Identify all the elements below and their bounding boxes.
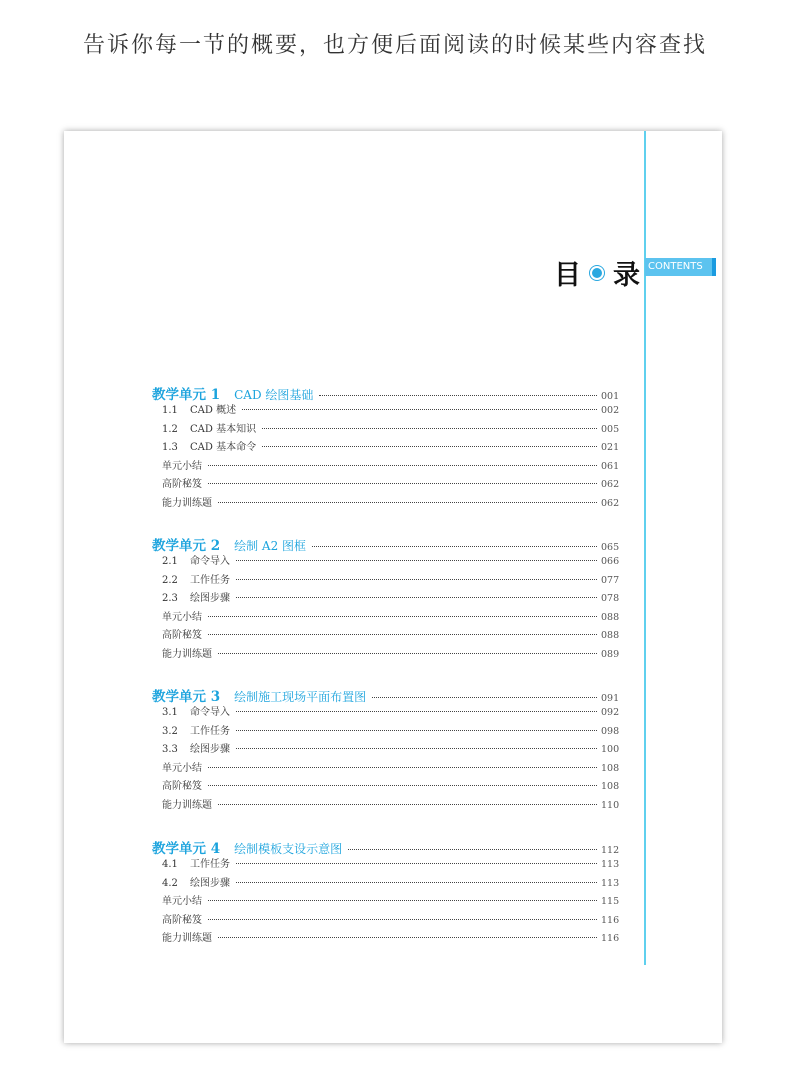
entry-label: 单元小结 — [162, 460, 202, 472]
entry-page: 021 — [601, 442, 620, 453]
entry-label: CAD 绘图基础 — [234, 388, 314, 402]
entry-label: 高阶秘笈 — [162, 630, 202, 641]
toc-entry[interactable] — [152, 796, 619, 815]
toc-entry[interactable] — [152, 589, 619, 608]
entry-page: 002 — [601, 405, 620, 416]
dot-leader — [208, 900, 597, 901]
entry-number: 4.1 — [162, 859, 178, 870]
toc-entry[interactable] — [152, 759, 619, 778]
entry-page: 108 — [601, 781, 620, 792]
entry-page: 077 — [601, 574, 620, 586]
toc-unit — [152, 837, 619, 948]
dot-leader — [208, 465, 597, 466]
dot-leader — [242, 409, 597, 410]
book-page — [64, 131, 722, 1043]
entry-label: CAD 基本知识 — [190, 423, 257, 435]
dot-leader — [218, 804, 597, 805]
entry-number: 教学单元 2 — [152, 538, 221, 554]
entry-page: 088 — [601, 630, 620, 641]
entry-page: 100 — [601, 744, 620, 755]
dot-leader — [208, 634, 597, 635]
entry-page: 113 — [601, 877, 620, 889]
dot-leader — [218, 653, 597, 654]
entry-label: 高阶秘笈 — [162, 479, 202, 490]
entry-page: 066 — [601, 556, 620, 567]
dot-leader — [312, 546, 597, 547]
entry-page: 112 — [601, 845, 620, 856]
toc-entry[interactable] — [152, 722, 619, 741]
dot-leader — [236, 711, 597, 712]
entry-page: 062 — [601, 479, 620, 490]
entry-page: 110 — [601, 799, 620, 811]
dot-leader — [319, 395, 597, 396]
dot-leader — [372, 697, 597, 698]
title-right: 录 — [613, 260, 640, 291]
toc-unit-heading[interactable] — [152, 534, 619, 554]
page-headline: 告诉你每一节的概要，也方便后面阅读的时候某些内容查找 — [82, 33, 707, 58]
toc-entry[interactable] — [152, 420, 619, 439]
entry-label: 高阶秘笈 — [162, 914, 202, 926]
entry-number: 教学单元 4 — [152, 841, 221, 857]
entry-label: 命令导入 — [190, 556, 230, 567]
entry-number: 4.2 — [162, 877, 178, 889]
dot-leader — [208, 616, 597, 617]
toc-entry[interactable] — [152, 703, 619, 722]
entry-number: 2.3 — [162, 593, 178, 604]
entry-label: 工作任务 — [190, 574, 230, 586]
dot-leader — [236, 882, 597, 883]
entry-number: 3.3 — [162, 744, 178, 755]
accent-divider — [644, 131, 646, 965]
toc-entry[interactable] — [152, 645, 619, 664]
dot-leader — [262, 446, 597, 447]
entry-number: 1.1 — [162, 405, 178, 416]
entry-page: 005 — [601, 423, 620, 435]
toc-entry[interactable] — [152, 929, 619, 948]
dot-leader — [236, 579, 597, 580]
toc-unit-heading[interactable] — [152, 685, 619, 705]
title-left: 目 — [554, 260, 581, 291]
entry-label: CAD 基本命令 — [190, 442, 257, 453]
entry-label: 单元小结 — [162, 896, 202, 907]
entry-label: 工作任务 — [190, 859, 230, 870]
entry-page: 108 — [601, 762, 620, 774]
dot-leader — [236, 560, 597, 561]
entry-label: 绘制模板支设示意图 — [234, 842, 343, 856]
toc-unit-heading[interactable] — [152, 383, 619, 403]
entry-label: 绘图步骤 — [190, 877, 230, 889]
entry-label: 单元小结 — [162, 762, 202, 774]
entry-page: 062 — [601, 497, 620, 509]
entry-label: 能力训练题 — [162, 648, 212, 660]
toc-entry[interactable] — [152, 874, 619, 893]
toc-entry[interactable] — [152, 777, 619, 796]
dot-leader — [218, 937, 597, 938]
toc-entry[interactable] — [152, 571, 619, 590]
entry-page: 061 — [601, 460, 620, 472]
entry-page: 116 — [601, 914, 620, 926]
entry-number: 2.1 — [162, 556, 178, 567]
entry-label: 能力训练题 — [162, 933, 212, 944]
toc-entry[interactable] — [152, 855, 619, 874]
entry-label: 能力训练题 — [162, 497, 212, 509]
dot-leader — [348, 849, 597, 850]
dot-leader — [262, 428, 597, 429]
dot-leader — [218, 502, 597, 503]
dot-leader — [236, 730, 597, 731]
toc-entry[interactable] — [152, 892, 619, 911]
entry-number: 1.2 — [162, 423, 178, 435]
toc-entry[interactable] — [152, 457, 619, 476]
entry-page: 092 — [601, 707, 620, 718]
entry-page: 001 — [601, 391, 620, 402]
entry-page: 098 — [601, 725, 620, 737]
entry-label: 绘制 A2 图框 — [234, 539, 307, 553]
entry-label: 高阶秘笈 — [162, 781, 202, 792]
entry-label: 单元小结 — [162, 611, 202, 623]
dot-leader — [208, 483, 597, 484]
toc-unit-heading[interactable] — [152, 837, 619, 857]
toc-title — [554, 253, 640, 292]
entry-label: 绘图步骤 — [190, 744, 230, 755]
entry-page: 116 — [601, 933, 620, 944]
toc-unit — [152, 685, 619, 814]
entry-label: 工作任务 — [190, 725, 230, 737]
entry-page: 078 — [601, 593, 620, 604]
toc-entry[interactable] — [152, 552, 619, 571]
entry-number: 教学单元 3 — [152, 689, 221, 705]
entry-label: 绘制施工现场平面布置图 — [234, 690, 367, 704]
toc-entry[interactable] — [152, 626, 619, 645]
entry-label: CAD 概述 — [190, 405, 237, 416]
dot-leader — [236, 863, 597, 864]
dot-leader — [208, 919, 597, 920]
entry-page: 088 — [601, 611, 620, 623]
toc-entry[interactable] — [152, 438, 619, 457]
dot-leader — [208, 767, 597, 768]
toc-unit — [152, 534, 619, 663]
dot-leader — [236, 748, 597, 749]
dot-leader — [208, 785, 597, 786]
entry-number: 1.3 — [162, 442, 178, 453]
entry-page: 089 — [601, 648, 620, 660]
toc-entry[interactable] — [152, 608, 619, 627]
toc-unit — [152, 383, 619, 512]
toc-entry[interactable] — [152, 475, 619, 494]
entry-label: 命令导入 — [190, 707, 230, 718]
toc-entry[interactable] — [152, 911, 619, 930]
entry-page: 115 — [601, 896, 620, 907]
toc-entry[interactable] — [152, 401, 619, 420]
contents-tag: CONTENTS — [645, 258, 716, 276]
entry-number: 2.2 — [162, 574, 178, 586]
bullet-icon — [592, 268, 602, 278]
entry-page: 113 — [601, 859, 620, 870]
toc-entry[interactable] — [152, 494, 619, 513]
entry-label: 绘图步骤 — [190, 593, 230, 604]
entry-page: 091 — [601, 693, 620, 704]
toc-entry[interactable] — [152, 740, 619, 759]
entry-number: 3.2 — [162, 725, 178, 737]
dot-leader — [236, 597, 597, 598]
entry-page: 065 — [601, 542, 620, 553]
entry-number: 3.1 — [162, 707, 178, 718]
entry-number: 教学单元 1 — [152, 387, 221, 403]
entry-label: 能力训练题 — [162, 799, 212, 811]
